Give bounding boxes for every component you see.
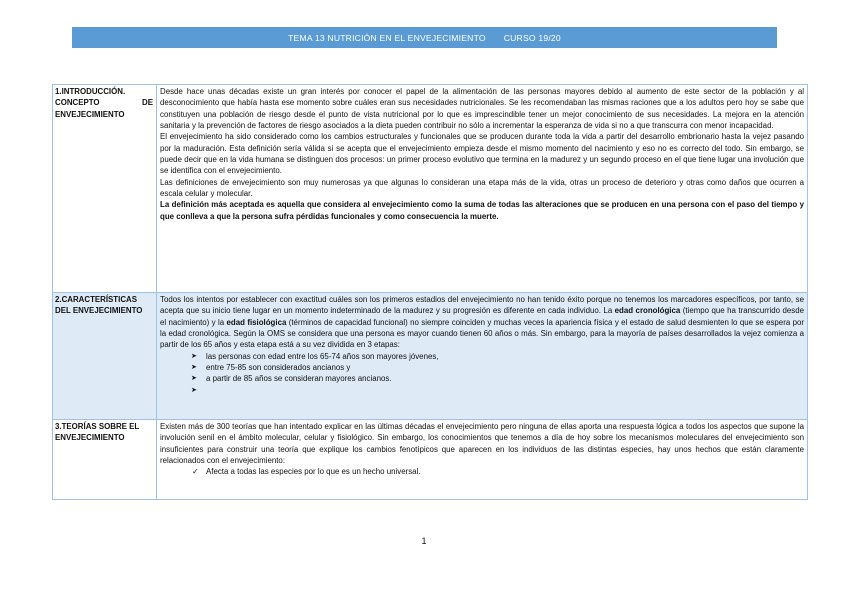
row-content — [157, 293, 808, 420]
list-item — [191, 373, 804, 384]
term-edad-fisiologica: edad fisiológica — [226, 317, 287, 327]
age-stage-list — [160, 351, 804, 396]
header-course: CURSO 19/20 — [503, 32, 561, 43]
text-run: (tiempo que ha transcurrido desde el nacimiento) y la — [160, 306, 805, 327]
list-item — [191, 351, 804, 362]
list-item-text: las personas con edad entre los 65-74 años son mayores jóvenes, — [206, 351, 439, 361]
paragraph: El envejecimiento ha sido considerado como los cambios estructurales y funcionales que se producen durante toda la vida a partir del desarrollo embrionario hasta la vejez pasando por la maduración. Esta definición sería válida si se acepta que el envejecimiento empieza desde el mismo momento del nacimiento y eso no es correcto del todo. Sin embargo, se puede decir que en la vida humana se distinguen dos procesos: un primer proceso evolutivo que termina en la madurez y un segundo proceso en el que tiene lugar una involución que se identifica con el envejecimiento. — [160, 132, 804, 176]
list-item — [191, 385, 804, 396]
facts-list — [160, 466, 804, 477]
paragraph — [160, 294, 804, 351]
row-content — [157, 85, 808, 293]
paragraph: Desde hace unas décadas existe un gran interés por conocer el papel de la alimentación de las personas mayores debido al aumento de este sector de la población y al desconocimiento que había hasta ese momento sobre cuáles eran sus necesidades nutricionales. Se les recomendaban las mismas raciones que a los adultos pero hoy se sabe que constituyen una población de riesgo desde el punto de vista nutricional por lo que es imprescindible tener un mejor conocimiento de sus necesidades. La mejora en la atención sanitaria y la prevención de factores de riesgo asociados a la dieta pueden contribuir no sólo a incrementar la esperanza de vida si no a que transcurra con menor incapacidad. — [160, 87, 804, 131]
list-item-text: Afecta a todas las especies por lo que es un hecho universal. — [206, 467, 421, 477]
term-edad-cronologica: edad cronológica — [614, 306, 681, 316]
list-item — [191, 362, 804, 373]
document-header-banner — [72, 27, 777, 48]
text-run: (términos de capacidad funcional) no siempre coinciden y muchas veces la apariencia física y el estado de salud desmienten lo que se espera por la edad cronológica. Según la OMS se considera que una persona es mayor cuando tienen 60 años o más. Sin embargo, para la mayoría de países desarrollados la vejez comienza a partir de los 65 años y esta etapa está a su vez dividida en 3 etapas: — [160, 317, 804, 350]
bold-paragraph: La definición más aceptada es aquella que considera al envejecimiento como la suma de todas las alteraciones que se producen en una persona con el paso del tiempo y que conlleva a que la persona sufra pérdidas funcionales y como consecuencia la muerte. — [160, 200, 804, 221]
page-number: 1 — [421, 536, 427, 546]
content-table — [52, 84, 808, 500]
table-row — [53, 293, 808, 420]
table-row — [53, 420, 808, 500]
table-row — [53, 85, 808, 293]
checkmark-icon: ✓ — [192, 467, 199, 477]
row-content — [157, 420, 808, 500]
arrow-bullet-icon: ➤ — [191, 364, 197, 372]
header-topic: TEMA 13 NUTRICIÓN EN EL ENVEJECIMIENTO — [288, 32, 486, 43]
arrow-bullet-icon: ➤ — [191, 375, 197, 383]
list-item-text: entre 75-85 son considerados ancianos y — [206, 363, 351, 373]
text-run: Todos los intentos por establecer con exactitud cuáles son los primeros estadios del envejecimiento no han tenido éxito porque no tenemos los marcadores específicos, por tanto, se acepta que su inicio tiene lugar en un momento indeterminado de la madurez y su progresión es diferente en cada individuo. La — [160, 295, 804, 316]
list-item — [192, 466, 804, 477]
paragraph: Existen más de 300 teorías que han intentado explicar en las últimas décadas el envejecimiento pero ninguna de ellas aporta una respuesta lógica a todos los aspectos que supone la involución senil en el ámbito molecular, celular y fisiológico. Sin embargo, los conocimientos que tenemos a día de hoy sobre los mecanismos moleculares del envejecimiento son insuficientes para construir una teoría que explique los cambios fenotípicos que aparecen en los individuos de las distintas especies, hay unos hechos que están claramente relacionados con el envejecimiento: — [160, 422, 804, 466]
list-item-text: a partir de 85 años se consideran mayores ancianos. — [206, 374, 392, 384]
paragraph: Las definiciones de envejecimiento son muy numerosas ya que algunas lo consideran una etapa más de la vida, otras un proceso de deterioro y otras como daños que ocurren a escala celular y molecular. — [160, 177, 804, 199]
row-heading: 3.TEORÍAS SOBRE EL ENVEJECIMIENTO — [53, 420, 157, 500]
row-heading: 1.INTRODUCCIÓN. CONCEPTO DE ENVEJECIMIENTO — [53, 85, 157, 293]
arrow-bullet-icon: ➤ — [191, 386, 197, 394]
row-heading: 2.CARACTERÍSTICAS DEL ENVEJECIMIENTO — [53, 293, 157, 420]
arrow-bullet-icon: ➤ — [191, 352, 197, 360]
